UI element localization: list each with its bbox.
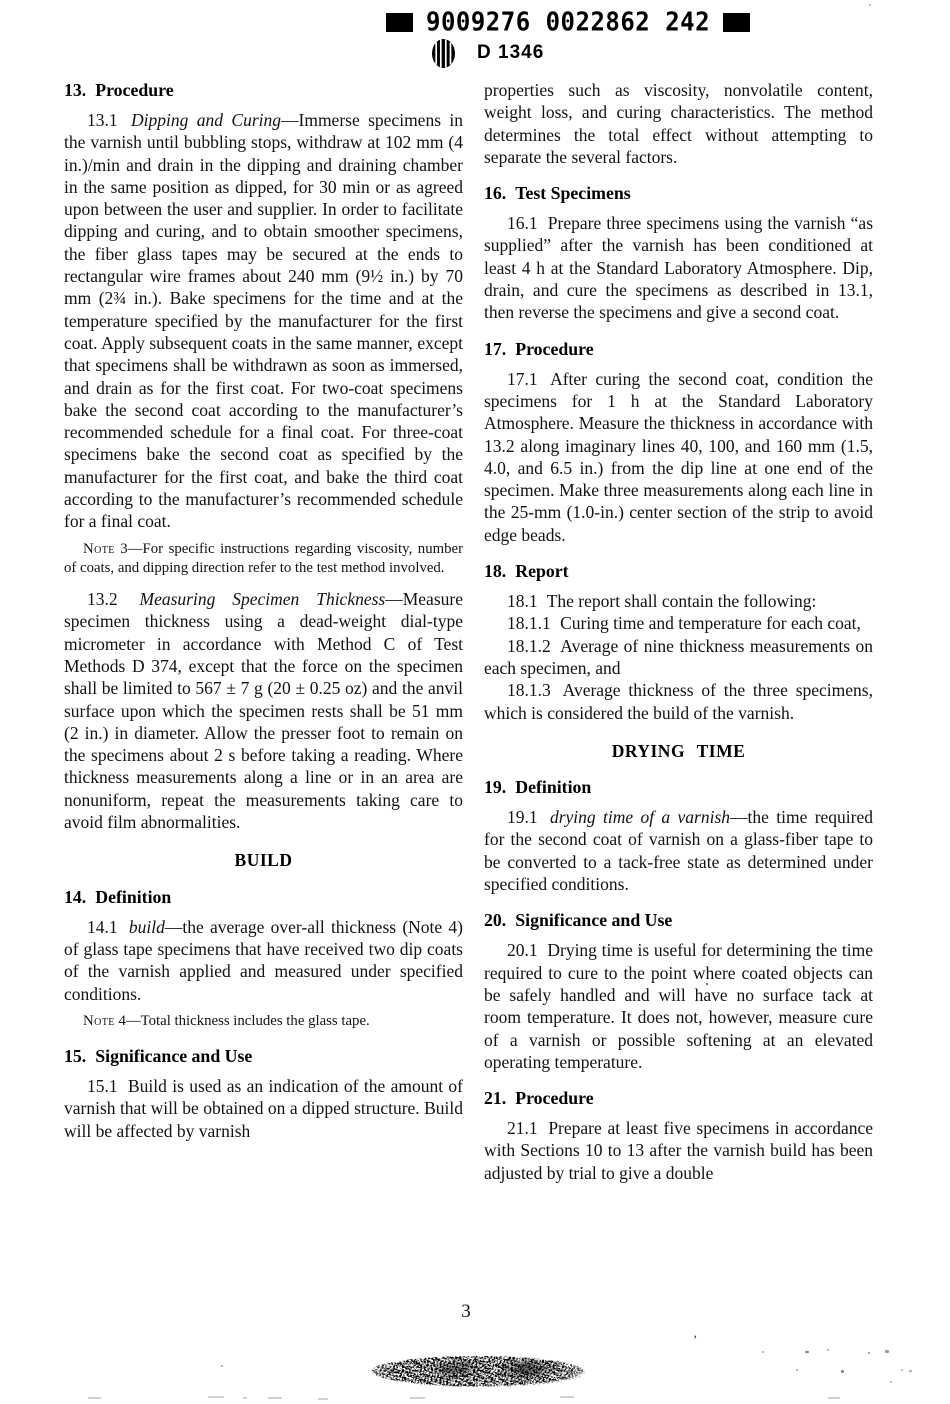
scan-speck xyxy=(868,1352,870,1354)
scan-speck xyxy=(909,1370,912,1372)
para-18-1-3: 18.1.3 Average thickness of the three specimens, which is considered the build of the varnish. xyxy=(484,680,873,723)
note-4: Note 4—Total thickness includes the glass tape. xyxy=(83,1012,370,1029)
section-20-heading: 20. Significance and Use xyxy=(484,910,673,931)
scan-dash xyxy=(560,1396,574,1398)
para-20-1: 20.1 Drying time is useful for determining the time required to cure to the point where coated objects can be safely handled and will have no surface tack at room temperature. It does not, however, measure cure of a varnish or possible softening at an elevated operating temperature. xyxy=(484,940,874,1072)
right-column xyxy=(484,79,873,1184)
scan-bar-left-icon xyxy=(386,13,413,32)
para-13-2: 13.2 Measuring Specimen Thickness—Measure specimen thickness using a dead-weight dial-type micrometer in accordance with Method C of Test Methods D 374, except that the force on the specimen shall be limited to 567 ± 7 g (20 ± 0.25 oz) and the anvil surface upon which the specimen rests shall be 51 mm (2 in.) in diameter. Allow the presser foot to remain on the specimens about 2 s before taking a reading. Where thickness measurements along a line or in an area are nonuniform, repeat the measurements taking care to avoid film abnormalities. xyxy=(64,589,463,833)
para-21-1: 21.1 Prepare at least five specimens in accordance with Sections 10 to 13 after the varnish build has been adjusted by trial to give a double xyxy=(484,1118,874,1183)
para-19-1-term: drying time of a varnish xyxy=(549,807,731,828)
standard-designation: D 1346 xyxy=(477,42,545,63)
smudge-blob xyxy=(499,1358,555,1380)
section-17-heading: 17. Procedure xyxy=(484,338,594,359)
scan-dash xyxy=(88,1397,101,1399)
para-19-1: 19.1 drying time of a varnish—the time required for the second coat of varnish on a glass-fiber tape to be converted to a tack-free state as determined under specified conditions. xyxy=(484,807,873,895)
para-17-1: 17.1 After curing the second coat, condition the specimens for 1 h at the Standard Laboratory Atmosphere. Measure the thickness in accordance with 13.2 along imaginary lines 40, 100, and 160 mm (1.5, 4.0, and 6.5 in.) from the dip line at one end of the specimen. Make three measurements along each line in the 25-mm (1.0-in.) center section of the strip to avoid edge beads. xyxy=(484,368,874,545)
para-13-1: 13.1 Dipping and Curing—Immerse specimens in the varnish until bubbling stops, withdraw at 102 mm (4 in.)/min and drain in the dipping and draining chamber in the same position as dipped, for 30 min or as agreed upon between the user and supplier. In order to facilitate dipping and curing, and to obtain smoother specimens, the fiber glass tapes may be secured at the ends to rectangular wire frames about 240 mm (9½ in.) by 70 mm (2¾ in.). Bake specimens for the time and at the temperature specified by the manufacturer for the first coat. Apply subsequent coats in the same manner, except that specimens shall be withdrawn as soon as immersed, and drain as for the first coat. For two-coat specimens bake the second coat according to the manufacturer’s recommended schedule for a final coat. For three-coat specimens bake the second coat as specified by the manufacturer for the first coat, and bake the third coat according to the manufacturer’s recommended schedule for a final coat. xyxy=(64,110,464,532)
scan-artifact: ’ xyxy=(693,1332,698,1347)
para-16-1: 16.1 Prepare three specimens using the varnish “as supplied” after the varnish has been conditioned at least 4 h at the Standard Laboratory Atmosphere. Dip, drain, and cure the specimens as described in 13.1, then reverse the specimens and give a second coat. xyxy=(484,213,874,323)
para-15-1: 15.1 Build is used as an indication of the amount of varnish that will be obtained on a dipped structure. Build will be affected by varnish xyxy=(64,1076,463,1141)
para-14-1: 14.1 build—the average over-all thickness (Note 4) of glass tape specimens that have received two dip coats of the varnish applied and measured under specified conditions. xyxy=(64,916,463,1004)
smudge-blob xyxy=(431,1360,479,1378)
section-18-heading: 18. Report xyxy=(484,561,569,582)
para-13-2-term: Measuring Specimen Thickness xyxy=(139,589,386,610)
astm-logo-icon xyxy=(431,38,456,69)
section-16-heading: 16. Test Specimens xyxy=(484,183,631,204)
scan-speck xyxy=(901,1369,903,1371)
para-18-1-2: 18.1.2 Average of nine thickness measurements on each specimen, and xyxy=(484,635,873,678)
scan-dash xyxy=(243,1397,247,1399)
scan-dash xyxy=(208,1396,224,1398)
para-14-1-term: build xyxy=(128,916,165,937)
scan-speck xyxy=(706,983,708,985)
drying-time-section-heading: DRYING TIME xyxy=(611,740,746,761)
para-18-1-1: 18.1.1 Curing time and temperature for each coat, xyxy=(507,613,861,634)
scan-speck xyxy=(805,1351,809,1353)
section-15-heading: 15. Significance and Use xyxy=(64,1046,253,1066)
scan-smudge-mark xyxy=(369,1352,585,1390)
para-15-1-continued: properties such as viscosity, nonvolatile content, weight loss, and curing characteristics. The method determines the total effect without attempting to separate the several factors. xyxy=(484,80,873,167)
section-21-heading: 21. Procedure xyxy=(484,1088,594,1109)
scan-dash xyxy=(318,1398,328,1400)
scan-speck xyxy=(827,1349,829,1351)
scan-code-line xyxy=(386,6,750,38)
scan-speck xyxy=(762,1351,764,1353)
para-18-1: 18.1 The report shall contain the following: xyxy=(507,591,817,612)
scan-speck xyxy=(869,4,871,6)
scan-bar-right-icon xyxy=(723,13,750,32)
scan-speck xyxy=(796,1369,798,1371)
build-section-heading: BUILD xyxy=(234,850,293,871)
scan-speck xyxy=(221,1365,223,1367)
section-14-heading: 14. Definition xyxy=(64,886,172,907)
document-id-line xyxy=(431,37,544,69)
section-13-heading: 13. Procedure xyxy=(64,80,174,100)
page-number: 3 xyxy=(461,1301,471,1322)
scan-code-text: 9009276 0022862 242 xyxy=(426,6,711,38)
left-column xyxy=(64,79,463,1142)
para-13-1-term: Dipping and Curing xyxy=(131,110,281,130)
scan-dash xyxy=(410,1397,425,1399)
scan-dash xyxy=(268,1397,282,1399)
section-19-heading: 19. Definition xyxy=(484,777,592,798)
scan-speck xyxy=(890,1381,892,1383)
scan-dash xyxy=(828,1397,840,1399)
note-3: Note 3—For specific instructions regarding viscosity, number of coats, and dipping direction refer to the test method involved. xyxy=(64,540,463,576)
scan-speck xyxy=(841,1370,844,1373)
scan-speck xyxy=(885,1350,889,1353)
